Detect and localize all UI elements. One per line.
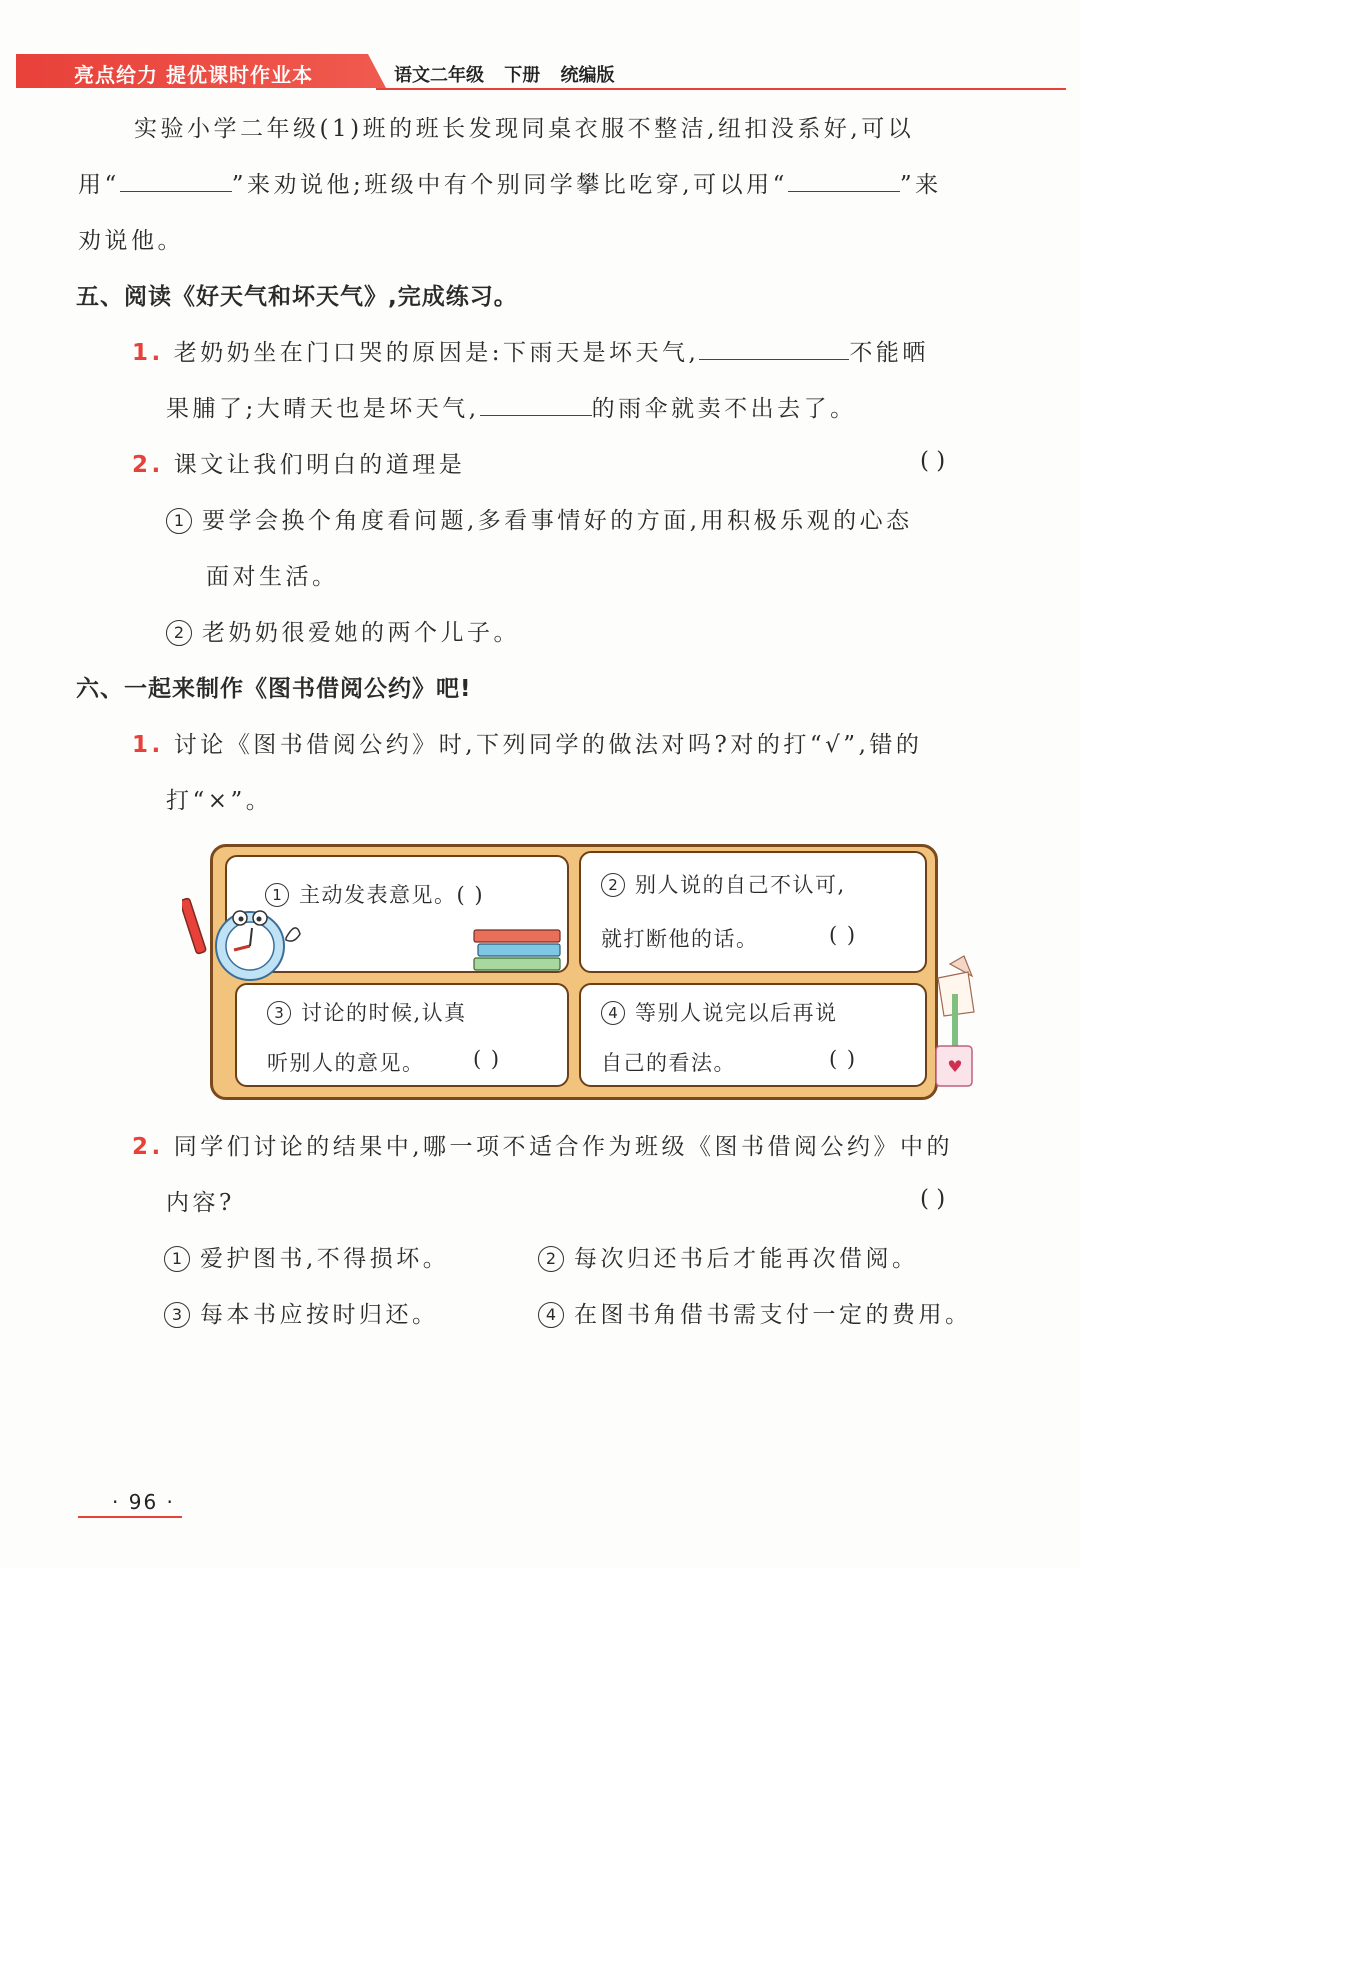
s5-q1-line-2: 果脯了;大晴天也是坏天气, 的雨伞就卖不出去了。 [166, 396, 857, 422]
shelf-item-3-paren[interactable]: ( ) [473, 1047, 501, 1071]
shelf-item-4-paren[interactable]: ( ) [829, 1047, 857, 1071]
s5-q2-line: 2. 课文让我们明白的道理是 [132, 452, 466, 478]
s6-q1-line-2: 打“×”。 [166, 788, 273, 814]
intro-line-1: 实验小学二年级(1)班的班长发现同桌衣服不整洁,纽扣没系好,可以 [134, 116, 915, 142]
s5-q2-option-2: 2 老奶奶很爱她的两个儿子。 [166, 614, 520, 647]
answer-blank-3[interactable] [699, 358, 849, 360]
shelf-item-1-text[interactable]: 主动发表意见。( ) [299, 883, 485, 907]
clock-mascot-icon [182, 890, 322, 990]
answer-blank-1[interactable] [120, 190, 232, 192]
header-subtitle: 语文二年级 下册 统编版 [394, 65, 615, 86]
s5-q2-answer-paren[interactable]: ( ) [920, 448, 946, 474]
s5-q1-line-1: 1. 老奶奶坐在门口哭的原因是:下雨天是坏天气, 不能晒 [132, 340, 929, 366]
s6-q2-option-3: 3 每本书应按时归还。 [164, 1296, 439, 1329]
s6-q2-option-1: 1 爱护图书,不得损坏。 [164, 1240, 449, 1273]
answer-blank-4[interactable] [480, 414, 592, 416]
s6-q2-answer-paren[interactable]: ( ) [920, 1186, 946, 1212]
s5-q2-option-1: 1 要学会换个角度看问题,多看事情好的方面,用积极乐观的心态 [166, 502, 913, 535]
section-5-title: 五、阅读《好天气和坏天气》,完成练习。 [76, 284, 518, 310]
pen-holder-icon [930, 954, 990, 1094]
answer-blank-2[interactable] [788, 190, 900, 192]
s6-q2-line-2: 内容? [166, 1190, 235, 1216]
shelf-cell-4: 4 等别人说完以后再说 自己的看法。 ( ) [579, 983, 927, 1087]
s6-q2-option-2: 2 每次归还书后才能再次借阅。 [538, 1240, 919, 1273]
header-brand: 亮点给力 提优课时作业本 [74, 63, 313, 87]
intro-line-3: 劝说他。 [78, 228, 184, 254]
shelf-cell-1: 1 主动发表意见。( ) [225, 855, 569, 973]
s6-q2-line-1: 2. 同学们讨论的结果中,哪一项不适合作为班级《图书借阅公约》中的 [132, 1134, 954, 1160]
intro-line-2: 用“ ”来劝说他;班级中有个别同学攀比吃穿,可以用“ ”来 [78, 172, 942, 198]
header-rule [376, 88, 1066, 90]
shelf-cell-2: 2 别人说的自己不认可, 就打断他的话。 ( ) [579, 851, 927, 973]
page-header [16, 52, 1064, 92]
page-number-underline [78, 1516, 182, 1518]
book-stack-icon [470, 926, 564, 974]
s6-q2-option-4: 4 在图书角借书需支付一定的费用。 [538, 1296, 972, 1329]
section-6-title: 六、一起来制作《图书借阅公约》吧! [76, 676, 472, 702]
shelf-cell-3: 3 讨论的时候,认真 听别人的意见。 ( ) [235, 983, 569, 1087]
shelf-item-2-paren[interactable]: ( ) [829, 923, 857, 947]
s5-q2-option-1-cont: 面对生活。 [206, 564, 339, 590]
page-number: · 96 · [78, 1488, 182, 1520]
s6-q1-line-1: 1. 讨论《图书借阅公约》时,下列同学的做法对吗?对的打“√”,错的 [132, 732, 923, 758]
